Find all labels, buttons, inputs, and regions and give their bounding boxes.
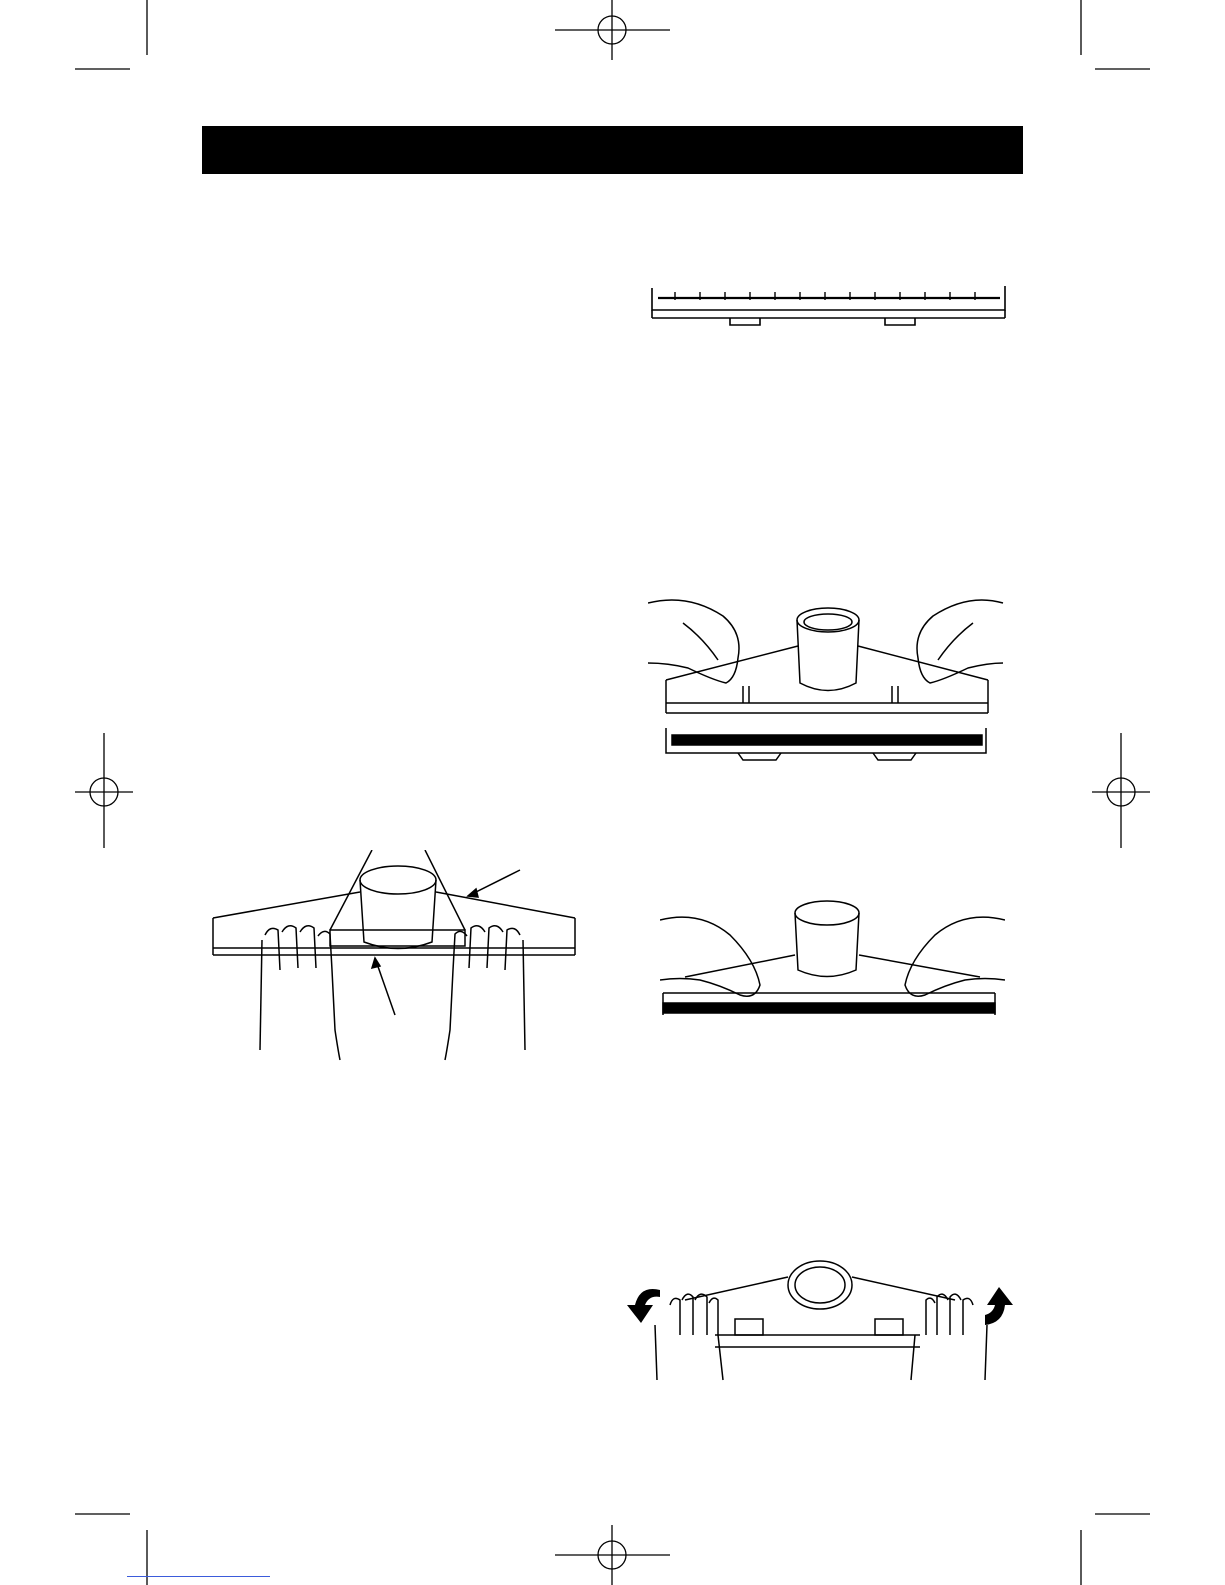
registration-mark-top: [555, 0, 670, 60]
section-header-bar: [202, 126, 1023, 174]
bottom-underline: [127, 1576, 270, 1577]
registration-mark-right: [1092, 733, 1150, 848]
registration-mark-bottom: [555, 1525, 670, 1585]
registration-mark-left: [75, 733, 133, 848]
thumbs-inserting-strip-figure: [660, 895, 1005, 1025]
hands-removing-strip-figure: [648, 588, 1013, 773]
rotate-right-arrow-icon: [985, 1287, 1013, 1325]
rotate-left-arrow-icon: [627, 1289, 660, 1323]
squeegee-strip-figure: [650, 280, 1012, 335]
hands-pressing-nozzle-figure: [210, 850, 580, 1070]
hands-twisting-nozzle-figure: [625, 1255, 1020, 1395]
